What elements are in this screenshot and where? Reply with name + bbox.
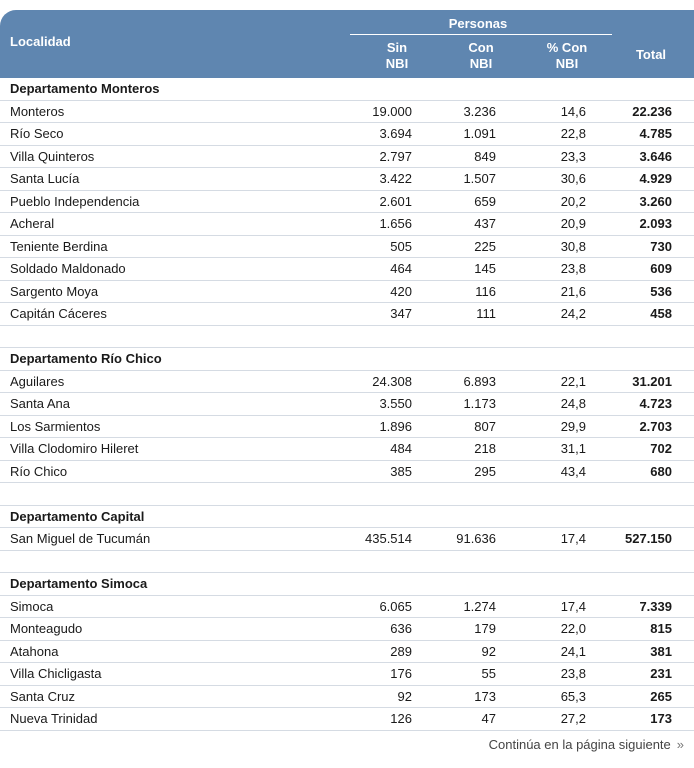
cell-con-nbi: 145 bbox=[474, 261, 496, 276]
cell-pct-con-nbi: 23,8 bbox=[560, 261, 586, 276]
table-row bbox=[0, 101, 694, 124]
cell-sin-nbi: 24.308 bbox=[372, 373, 412, 389]
cell-con-nbi: 1.507 bbox=[463, 171, 496, 186]
department-name: Departamento Capital bbox=[10, 508, 145, 524]
locality-name: Aguilares bbox=[10, 373, 65, 389]
locality-name: Sargento Moya bbox=[10, 283, 99, 299]
cell-con-nbi: 1.091 bbox=[463, 126, 496, 141]
locality-name: Simoca bbox=[10, 598, 54, 614]
cell-total: 3.646 bbox=[639, 148, 672, 164]
locality-name: Acheral bbox=[10, 216, 55, 231]
cell-total: 680 bbox=[650, 463, 672, 479]
department-name: Departamento Simoca bbox=[10, 576, 148, 591]
continue-note bbox=[489, 737, 684, 752]
department-row bbox=[0, 348, 694, 371]
cell-con-nbi: 91.636 bbox=[456, 531, 496, 546]
table-row bbox=[0, 528, 694, 551]
table-row bbox=[0, 416, 694, 439]
cell-sin-nbi: 19.000 bbox=[372, 103, 412, 119]
cell-total: 527.150 bbox=[625, 531, 672, 546]
locality-name: Villa Chicligasta bbox=[10, 666, 102, 681]
cell-con-nbi: 179 bbox=[474, 621, 496, 636]
cell-pct-con-nbi: 65,3 bbox=[560, 688, 586, 704]
cell-total: 22.236 bbox=[632, 103, 672, 119]
cell-con-nbi: 218 bbox=[474, 441, 496, 456]
cell-sin-nbi: 3.694 bbox=[379, 126, 412, 141]
table-row bbox=[0, 303, 694, 326]
locality-name: Santa Lucía bbox=[10, 171, 80, 186]
cell-sin-nbi: 3.422 bbox=[379, 171, 412, 186]
locality-name: Villa Quinteros bbox=[10, 148, 95, 164]
table-row bbox=[0, 146, 694, 169]
locality-name: Río Chico bbox=[10, 463, 68, 479]
cell-total: 2.703 bbox=[639, 418, 672, 434]
cell-pct-con-nbi: 21,6 bbox=[560, 283, 586, 299]
table-row bbox=[0, 393, 694, 416]
cell-con-nbi: 437 bbox=[474, 216, 496, 231]
header-sin-nbi: Sin NBI bbox=[385, 40, 409, 71]
cell-pct-con-nbi: 29,9 bbox=[560, 418, 586, 434]
continue-text: Continúa en la página siguiente bbox=[488, 737, 671, 752]
cell-sin-nbi: 6.065 bbox=[379, 598, 412, 614]
locality-name: Soldado Maldonado bbox=[10, 261, 126, 276]
locality-name: Santa Ana bbox=[10, 396, 70, 411]
cell-pct-con-nbi: 22,0 bbox=[560, 621, 586, 636]
locality-name: Teniente Berdina bbox=[10, 238, 108, 254]
double-chevron-right-icon: » bbox=[676, 737, 684, 752]
table-row bbox=[0, 618, 694, 641]
locality-name: San Miguel de Tucumán bbox=[10, 531, 151, 546]
cell-total: 609 bbox=[650, 261, 672, 276]
spacer-row bbox=[0, 483, 694, 506]
locality-name: Pueblo Independencia bbox=[10, 193, 140, 209]
cell-total: 4.785 bbox=[639, 126, 672, 141]
cell-total: 381 bbox=[650, 643, 672, 659]
department-row bbox=[0, 573, 694, 596]
cell-sin-nbi: 176 bbox=[390, 666, 412, 681]
header-localidad: Localidad bbox=[10, 34, 71, 49]
table-header bbox=[0, 10, 694, 78]
cell-sin-nbi: 420 bbox=[390, 283, 412, 299]
cell-con-nbi: 116 bbox=[475, 283, 496, 299]
table-row bbox=[0, 191, 694, 214]
cell-pct-con-nbi: 20,2 bbox=[560, 193, 586, 209]
cell-total: 4.723 bbox=[639, 396, 672, 411]
cell-con-nbi: 47 bbox=[481, 711, 496, 726]
table-row bbox=[0, 123, 694, 146]
cell-con-nbi: 6.893 bbox=[463, 373, 496, 389]
header-total: Total bbox=[635, 47, 667, 62]
header-pct-con-nbi: % Con NBI bbox=[546, 40, 588, 71]
cell-sin-nbi: 289 bbox=[390, 643, 412, 659]
table-row bbox=[0, 686, 694, 709]
cell-total: 231 bbox=[650, 666, 672, 681]
cell-sin-nbi: 2.797 bbox=[379, 148, 412, 164]
cell-con-nbi: 1.173 bbox=[463, 396, 496, 411]
locality-name: Atahona bbox=[10, 643, 59, 659]
table-row bbox=[0, 236, 694, 259]
cell-con-nbi: 55 bbox=[481, 666, 496, 681]
cell-pct-con-nbi: 22,1 bbox=[560, 373, 586, 389]
cell-total: 265 bbox=[650, 688, 672, 704]
cell-pct-con-nbi: 23,8 bbox=[560, 666, 586, 681]
table-row bbox=[0, 708, 694, 731]
cell-sin-nbi: 636 bbox=[390, 621, 412, 636]
table-row bbox=[0, 641, 694, 664]
table-row bbox=[0, 461, 694, 484]
table-row bbox=[0, 258, 694, 281]
locality-name: Nueva Trinidad bbox=[10, 711, 98, 726]
header-divider bbox=[350, 34, 612, 35]
cell-sin-nbi: 435.514 bbox=[365, 531, 412, 546]
cell-pct-con-nbi: 31,1 bbox=[560, 441, 586, 456]
cell-pct-con-nbi: 30,6 bbox=[560, 171, 586, 186]
header-personas: Personas bbox=[448, 16, 508, 31]
locality-name: Río Seco bbox=[10, 126, 64, 141]
cell-con-nbi: 92 bbox=[481, 643, 496, 659]
cell-pct-con-nbi: 27,2 bbox=[560, 711, 586, 726]
cell-total: 4.929 bbox=[639, 171, 672, 186]
spacer-row bbox=[0, 326, 694, 349]
cell-sin-nbi: 385 bbox=[390, 463, 412, 479]
cell-pct-con-nbi: 24,2 bbox=[560, 306, 586, 321]
cell-con-nbi: 225 bbox=[474, 238, 496, 254]
cell-con-nbi: 849 bbox=[474, 148, 496, 164]
cell-total: 7.339 bbox=[639, 598, 672, 614]
locality-name: Santa Cruz bbox=[10, 688, 76, 704]
cell-sin-nbi: 484 bbox=[390, 441, 412, 456]
header-con-nbi: Con NBI bbox=[468, 40, 494, 71]
table-row bbox=[0, 281, 694, 304]
cell-pct-con-nbi: 17,4 bbox=[560, 598, 586, 614]
spacer-row bbox=[0, 551, 694, 574]
department-row bbox=[0, 506, 694, 529]
cell-pct-con-nbi: 22,8 bbox=[560, 126, 586, 141]
cell-pct-con-nbi: 43,4 bbox=[560, 463, 586, 479]
cell-total: 730 bbox=[650, 238, 672, 254]
cell-con-nbi: 3.236 bbox=[463, 103, 496, 119]
cell-sin-nbi: 2.601 bbox=[379, 193, 412, 209]
table-row bbox=[0, 213, 694, 236]
locality-name: Monteagudo bbox=[10, 621, 83, 636]
table-row bbox=[0, 371, 694, 394]
cell-pct-con-nbi: 24,1 bbox=[560, 643, 586, 659]
cell-sin-nbi: 464 bbox=[390, 261, 412, 276]
locality-name: Villa Clodomiro Hileret bbox=[10, 441, 139, 456]
cell-con-nbi: 173 bbox=[474, 688, 496, 704]
cell-sin-nbi: 92 bbox=[397, 688, 412, 704]
cell-pct-con-nbi: 20,9 bbox=[560, 216, 586, 231]
table-row bbox=[0, 168, 694, 191]
cell-pct-con-nbi: 14,6 bbox=[560, 103, 586, 119]
cell-con-nbi: 295 bbox=[474, 463, 496, 479]
cell-sin-nbi: 505 bbox=[390, 238, 412, 254]
department-name: Departamento Río Chico bbox=[10, 351, 162, 366]
cell-pct-con-nbi: 24,8 bbox=[560, 396, 586, 411]
department-name: Departamento Monteros bbox=[10, 81, 160, 96]
cell-total: 31.201 bbox=[632, 373, 672, 389]
cell-pct-con-nbi: 17,4 bbox=[560, 531, 586, 546]
cell-total: 2.093 bbox=[639, 216, 672, 231]
cell-total: 702 bbox=[650, 441, 672, 456]
department-row bbox=[0, 78, 694, 101]
cell-con-nbi: 111 bbox=[476, 306, 496, 321]
cell-pct-con-nbi: 30,8 bbox=[560, 238, 586, 254]
table-row bbox=[0, 438, 694, 461]
cell-con-nbi: 659 bbox=[474, 193, 496, 209]
table-row bbox=[0, 663, 694, 686]
table-body bbox=[0, 78, 694, 731]
cell-total: 173 bbox=[650, 711, 672, 726]
cell-total: 815 bbox=[650, 621, 672, 636]
locality-name: Capitán Cáceres bbox=[10, 306, 107, 321]
locality-name: Los Sarmientos bbox=[10, 418, 101, 434]
cell-sin-nbi: 347 bbox=[390, 306, 412, 321]
cell-con-nbi: 807 bbox=[474, 418, 496, 434]
cell-sin-nbi: 1.896 bbox=[379, 418, 412, 434]
cell-total: 536 bbox=[650, 283, 672, 299]
cell-pct-con-nbi: 23,3 bbox=[560, 148, 586, 164]
cell-sin-nbi: 3.550 bbox=[379, 396, 412, 411]
table-row bbox=[0, 596, 694, 619]
cell-total: 3.260 bbox=[639, 193, 672, 209]
cell-con-nbi: 1.274 bbox=[463, 598, 496, 614]
locality-name: Monteros bbox=[10, 103, 65, 119]
cell-total: 458 bbox=[650, 306, 672, 321]
cell-sin-nbi: 1.656 bbox=[379, 216, 412, 231]
cell-sin-nbi: 126 bbox=[390, 711, 412, 726]
